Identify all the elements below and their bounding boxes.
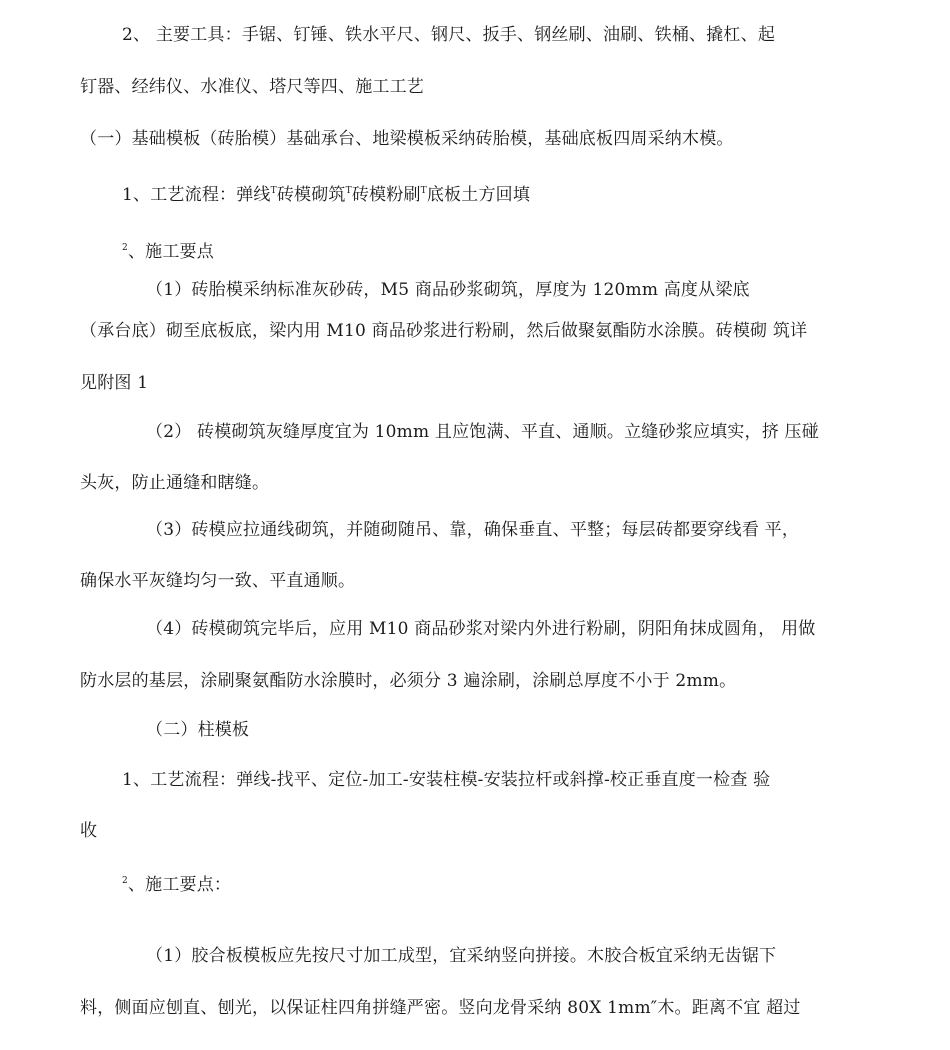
point-2-line-1: （2） 砖模砌筑灰缝厚度宜为 10mm 且应饱满、平直、通顺。立缝砂浆应填实，挤 压碰	[146, 422, 819, 442]
construction-points-heading-1: $^2$、施工要点	[122, 242, 214, 262]
section-heading-column: （二）柱模板	[146, 720, 250, 740]
process-flow-foundation: 1、工艺流程：弹线$^T$砖模砌筑$^T$砖模粉刷$^T$底板土方回填	[122, 185, 531, 205]
point-4-line-2: 防水层的基层，涂刷聚氨酯防水涂膜时，必须分 3 遍涂刷，涂刷总厚度不小于 2mm。	[80, 671, 737, 691]
point-3-line-1: （3）砖模应拉通线砌筑，并随砌随吊、靠，确保垂直、平整；每层砖都要穿线看 平，	[146, 520, 800, 540]
point-3-line-2: 确保水平灰缝均匀一致、平直通顺。	[80, 571, 356, 591]
column-point-1-line-2: 料，侧面应刨直、刨光，以保证柱四角拼缝严密。竖向龙骨采纳 80X 1mm″木。距离不宜 超过	[80, 998, 801, 1018]
paragraph-tools-line-1: 2、 主要工具：手锯、钉锤、铁水平尺、钢尺、扳手、钢丝刷、油刷、铁桶、撬杠、起	[122, 25, 776, 45]
point-1-line-3: 见附图 1	[80, 373, 149, 393]
section-heading-foundation: （一）基础模板（砖胎模）基础承台、地梁模板采纳砖胎模，基础底板四周采纳木模。	[80, 129, 734, 149]
point-4-line-1: （4）砖模砌筑完毕后，应用 M10 商品砂浆对梁内外进行粉刷，阴阳角抹成圆角， 用做	[146, 619, 816, 639]
point-2-line-2: 头灰，防止通缝和瞎缝。	[80, 473, 270, 493]
column-point-1-line-1: （1）胶合板模板应先按尺寸加工成型，宜采纳竖向拼接。木胶合板宜采纳无齿锯下	[146, 946, 777, 966]
process-flow-column-line-2: 收	[80, 821, 98, 841]
point-1-line-2: （承台底）砌至底板底，梁内用 M10 商品砂浆进行粉刷，然后做聚氨酯防水涂膜。砖模砌 筑详	[80, 321, 808, 341]
paragraph-tools-line-2: 钉器、经纬仪、水准仪、塔尺等四、施工工艺	[80, 77, 424, 97]
construction-points-heading-2: $^2$、施工要点：	[122, 875, 232, 895]
point-1-line-1: （1）砖胎模采纳标准灰砂砖，M5 商品砂浆砌筑，厚度为 120mm 高度从梁底	[146, 280, 750, 300]
process-flow-column-line-1: 1、工艺流程：弹线-找平、定位-加工-安装柱模-安装拉杆或斜撑-校正垂直度一检查 验	[122, 770, 771, 790]
